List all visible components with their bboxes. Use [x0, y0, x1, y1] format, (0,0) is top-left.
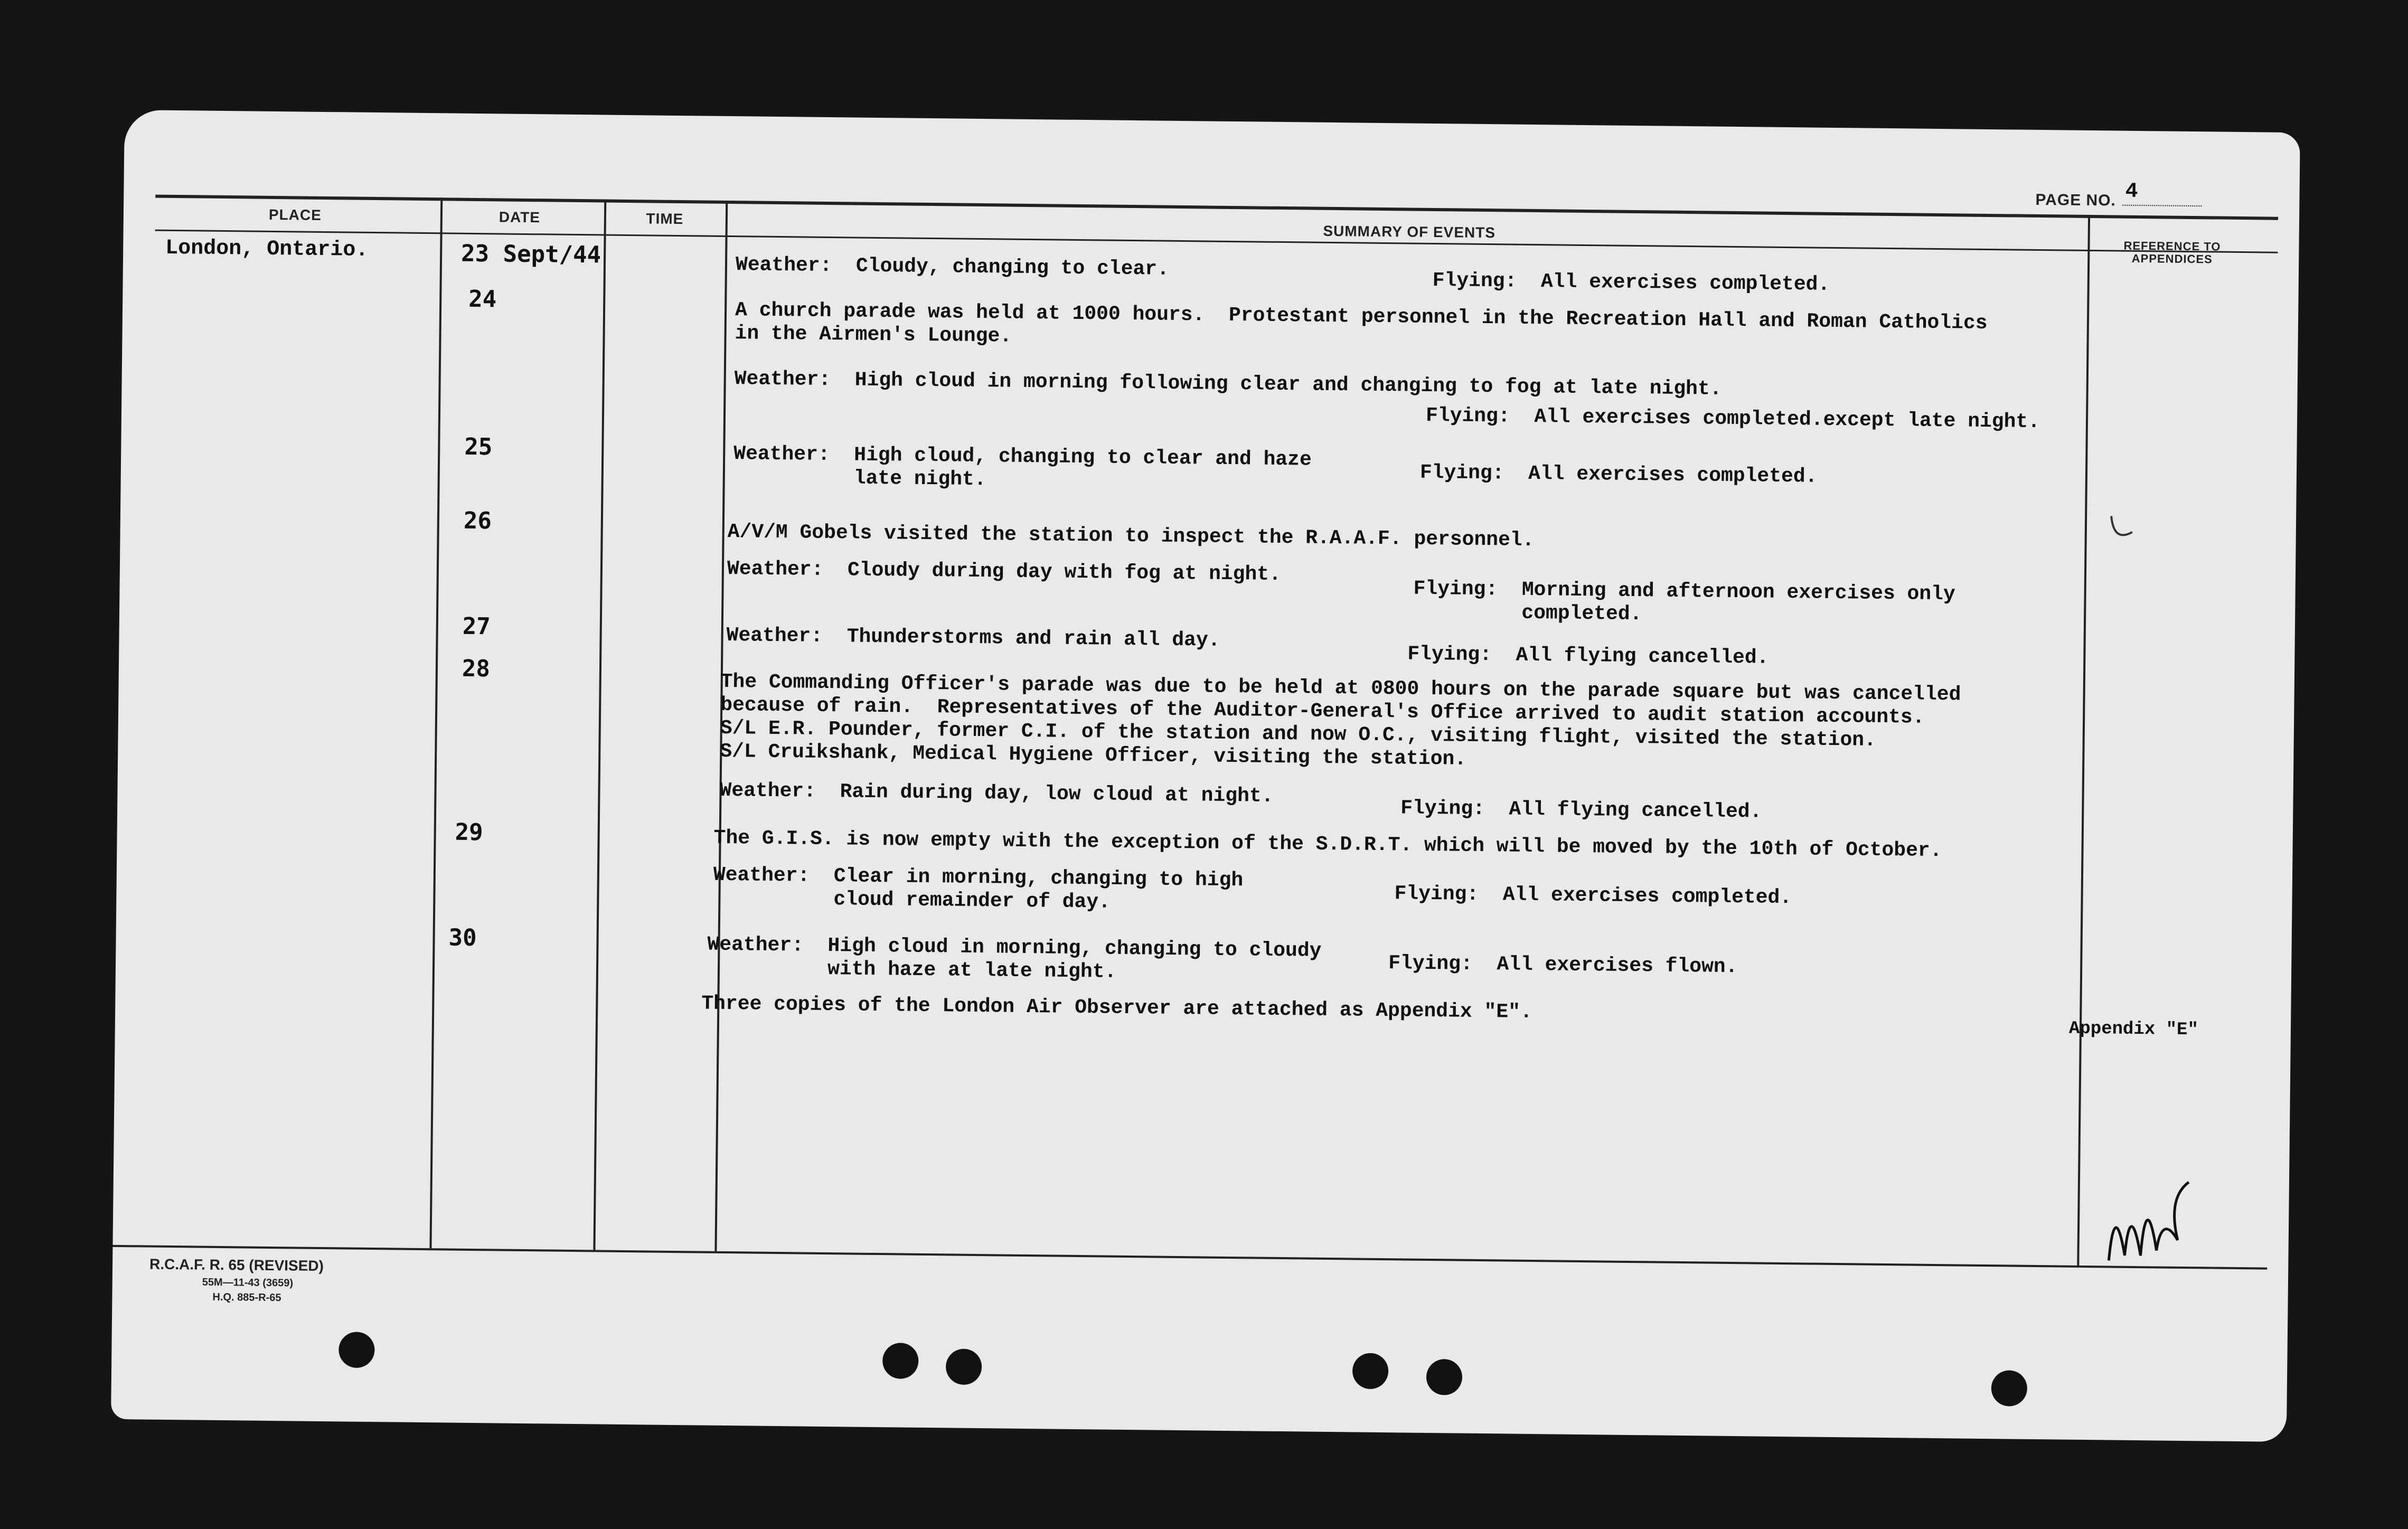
entry-23-flying: Flying: All exercises completed. [1432, 269, 1830, 296]
appendix-reference: Appendix "E" [2068, 1018, 2199, 1041]
entry-26-weather: Weather: Cloudy during day with fog at night. [727, 557, 1282, 586]
form-print-run: 55M—11-43 (3659) [202, 1276, 294, 1289]
entry-27-flying: Flying: All flying cancelled. [1407, 643, 1769, 669]
col-header-reference: REFERENCE TO APPENDICES [2123, 239, 2221, 266]
date-24: 24 [468, 285, 497, 313]
entry-28-flying: Flying: All flying cancelled. [1400, 797, 1762, 824]
page-number: 4 [2125, 180, 2138, 204]
entry-30-text: Three copies of the London Air Observer are attached as Appendix "E". [701, 992, 1532, 1024]
entry-26-text: A/V/M Gobels visited the station to inspect the R.A.A.F. personnel. [727, 521, 1535, 552]
entry-29-text: The G.I.S. is now empty with the exception of the S.D.R.T. which will be moved by the 10th of October. [713, 826, 1942, 863]
entry-28-weather: Weather: Rain during day, low cloud at night. [719, 779, 1274, 808]
page-number-label: PAGE NO. [2035, 191, 2117, 210]
entry-29-flying: Flying: All exercises completed. [1394, 882, 1792, 910]
date-26: 26 [463, 507, 492, 535]
entry-24-flying: Flying: All exercises completed.except late night. [1425, 404, 2040, 434]
rule-place-date [429, 197, 443, 1248]
page-number-underline [2122, 205, 2202, 207]
bottom-rule [112, 1245, 2267, 1270]
punch-hole [882, 1343, 919, 1379]
tick-mark [2106, 511, 2138, 548]
entry-26-flying: Flying: Morning and afternoon exercises only completed. [1413, 577, 1955, 626]
entry-27-weather: Weather: Thunderstorms and rain all day. [726, 624, 1220, 652]
initials-mark [2098, 1165, 2205, 1272]
punch-hole [338, 1332, 375, 1368]
col-header-place: PLACE [268, 206, 322, 223]
entry-25-flying: Flying: All exercises completed. [1419, 461, 1818, 488]
punch-hole [946, 1348, 982, 1385]
entry-30-flying: Flying: All exercises flown. [1388, 952, 1738, 979]
entry-28-text: The Commanding Officer's parade was due to be held at 0800 hours on the parade square but was cancelled because of rain. Representatives of the Auditor-General's Office arrived to audit station accounts. S/L E.R. Pounder, former C.I. of the station and now O.C., visiting flight, visited the station. S/L Cruikshank, Medical Hygiene Officer, visiting the station. [720, 670, 1961, 771]
col-header-time: TIME [646, 210, 684, 228]
form-hq-ref: H.Q. 885-R-65 [212, 1291, 281, 1304]
place-value: London, Ontario. [165, 236, 369, 262]
date-25: 25 [464, 433, 493, 461]
entry-24-weather: Weather: High cloud in morning following clear and changing to fog at late night. [734, 367, 1722, 401]
entry-25-weather: Weather: High cloud, changing to clear and haze late night. [733, 442, 1312, 492]
diary-form-card [111, 110, 2300, 1442]
date-28: 28 [462, 655, 491, 683]
date-29: 29 [455, 818, 483, 846]
rule-summary-reference [2077, 215, 2090, 1266]
col-header-summary: SUMMARY OF EVENTS [1323, 222, 1496, 241]
punch-hole [1991, 1370, 2027, 1407]
rule-date-time [593, 200, 606, 1250]
punch-hole [1426, 1359, 1463, 1395]
date-23: 23 Sept/44 [460, 240, 601, 269]
form-number: R.C.A.F. R. 65 (REVISED) [149, 1256, 324, 1275]
punch-hole [1352, 1353, 1389, 1389]
col-header-date: DATE [498, 209, 541, 226]
entry-24-text: A church parade was held at 1000 hours. Protestant personnel in the Recreation Hall and Roman Catholics in the Airmen's Lounge. [735, 299, 1988, 348]
entry-29-weather: Weather: Clear in morning, changing to high cloud remainder of day. [713, 863, 1244, 914]
entry-30-weather: Weather: High cloud in morning, changing to cloudy with haze at late night. [707, 933, 1322, 984]
entry-23-weather: Weather: Cloudy, changing to clear. [735, 253, 1170, 281]
date-27: 27 [462, 612, 491, 640]
date-30: 30 [448, 924, 477, 952]
